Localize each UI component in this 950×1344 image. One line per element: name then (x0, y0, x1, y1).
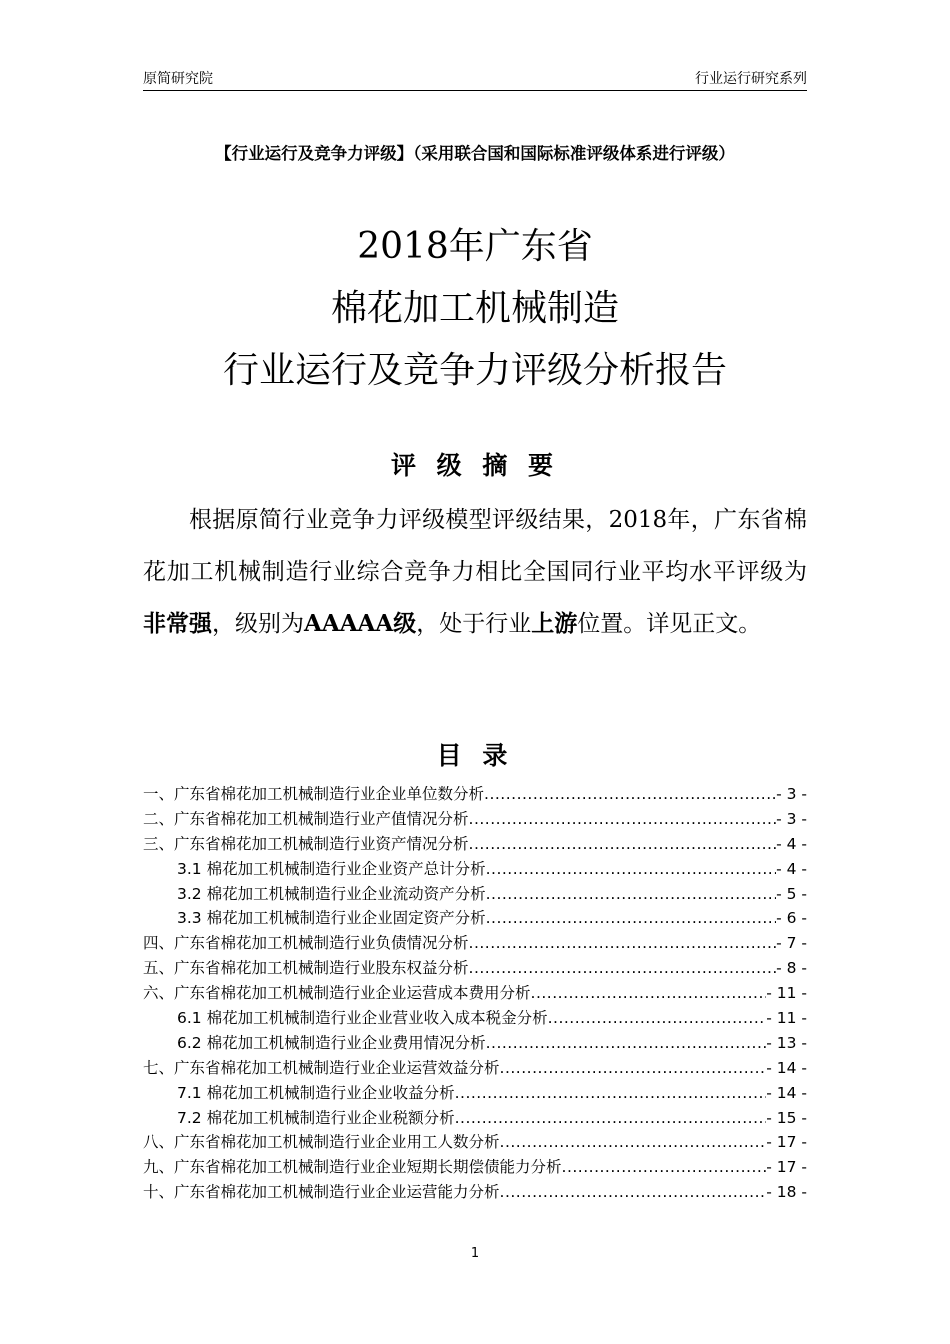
toc-entry[interactable] (143, 1130, 807, 1155)
toc-entry-page: - 15 - (766, 1108, 807, 1127)
toc-entry[interactable] (143, 981, 807, 1006)
toc-entry-label: 一、广东省棉花加工机械制造行业企业单位数分析 (143, 785, 485, 803)
toc-entry-label: 七、广东省棉花加工机械制造行业企业运营效益分析 (143, 1058, 500, 1077)
toc-leader (486, 882, 777, 907)
toc-leader (548, 1006, 767, 1031)
toc-leader (484, 782, 776, 807)
summary-position: 上游 (531, 610, 578, 637)
toc-entry-label: 八、广东省棉花加工机械制造行业企业用工人数分析 (143, 1133, 500, 1152)
table-of-contents (143, 782, 807, 1205)
toc-entry-page: - 14 - (766, 1083, 807, 1102)
toc-leader (500, 1180, 767, 1205)
toc-entry-label: 二、广东省棉花加工机械制造行业产值情况分析 (143, 809, 469, 828)
toc-entry-page: - 6 - (776, 909, 807, 928)
toc-entry-label: 7.2 棉花加工机械制造行业企业税额分析 (177, 1108, 455, 1127)
toc-entry-page: - 11 - (766, 984, 807, 1003)
toc-entry-page: - 3 - (776, 809, 807, 828)
toc-entry-page: - 14 - (766, 1058, 807, 1077)
toc-entry-label: 3.1 棉花加工机械制造行业企业资产总计分析 (177, 859, 486, 878)
toc-subentry[interactable] (143, 1006, 807, 1031)
toc-leader (486, 857, 777, 882)
toc-entry-page: - 4 - (776, 834, 807, 853)
page-header (143, 64, 807, 91)
toc-entry[interactable] (143, 807, 807, 832)
toc-entry-label: 3.3 棉花加工机械制造行业企业固定资产分析 (177, 909, 486, 928)
toc-leader (486, 1031, 767, 1056)
toc-entry-page: - 4 - (776, 859, 807, 878)
toc-leader (500, 1130, 767, 1155)
toc-entry-label: 六、广东省棉花加工机械制造行业企业运营成本费用分析 (143, 984, 531, 1003)
toc-leader (562, 1155, 767, 1180)
toc-leader (531, 981, 767, 1006)
toc-entry-page: - 18 - (766, 1183, 807, 1202)
summary-grade: AAAAA级 (304, 610, 417, 637)
toc-entry[interactable] (143, 956, 807, 981)
toc-entry[interactable] (143, 1180, 807, 1205)
toc-subentry[interactable] (143, 882, 807, 907)
toc-heading: 目 录 (436, 741, 514, 770)
toc-leader (469, 956, 777, 981)
toc-entry-page: - 7 - (776, 934, 807, 953)
toc-entry[interactable] (143, 931, 807, 956)
summary-heading: 评 级 摘 要 (390, 451, 560, 480)
summary-text-3: ，处于行业 (416, 611, 532, 637)
toc-entry[interactable] (143, 1155, 807, 1180)
summary-text-2: ，级别为 (212, 611, 304, 637)
toc-entry-page: - 8 - (776, 959, 807, 978)
toc-entry[interactable] (143, 782, 807, 807)
toc-entry-label: 十、广东省棉花加工机械制造行业企业运营能力分析 (143, 1183, 500, 1202)
toc-entry-label: 6.1 棉花加工机械制造行业企业营业收入成本税金分析 (177, 1009, 548, 1028)
toc-entry-label: 四、广东省棉花加工机械制造行业负债情况分析 (143, 934, 469, 953)
toc-entry-label: 三、广东省棉花加工机械制造行业资产情况分析 (143, 834, 469, 853)
toc-leader (469, 832, 777, 857)
page-number: 1 (470, 1246, 480, 1261)
header-publisher: 原简研究院 (143, 71, 213, 87)
toc-leader (455, 1081, 767, 1106)
toc-entry-page: - 5 - (776, 884, 807, 903)
toc-entry-page: - 3 - (776, 785, 807, 803)
summary-paragraph (143, 494, 807, 650)
toc-entry-label: 五、广东省棉花加工机械制造行业股东权益分析 (143, 959, 469, 978)
toc-leader (500, 1056, 767, 1081)
summary-rating: 非常强 (143, 610, 212, 637)
header-series: 行业运行研究系列 (695, 71, 807, 87)
report-tagline: 【行业运行及竞争力评级】（采用联合国和国际标准评级体系进行评级） (215, 144, 735, 163)
toc-entry-label: 九、广东省棉花加工机械制造行业企业短期长期偿债能力分析 (143, 1158, 562, 1177)
toc-subentry[interactable] (143, 1031, 807, 1056)
toc-entry-page: - 17 - (766, 1133, 807, 1152)
toc-subentry[interactable] (143, 1081, 807, 1106)
toc-leader (469, 931, 777, 956)
toc-subentry[interactable] (143, 906, 807, 931)
toc-entry-page: - 17 - (766, 1158, 807, 1177)
toc-entry-label: 7.1 棉花加工机械制造行业企业收益分析 (177, 1083, 455, 1102)
toc-entry[interactable] (143, 832, 807, 857)
title-line-2: 棉花加工机械制造 (330, 288, 619, 329)
toc-entry-label: 3.2 棉花加工机械制造行业企业流动资产分析 (177, 884, 486, 903)
toc-entry-label: 6.2 棉花加工机械制造行业企业费用情况分析 (177, 1033, 486, 1052)
toc-subentry[interactable] (143, 1106, 807, 1131)
toc-leader (469, 807, 777, 832)
toc-leader (486, 906, 777, 931)
toc-entry-page: - 11 - (766, 1009, 807, 1028)
toc-leader (455, 1106, 767, 1131)
toc-entry-page: - 13 - (766, 1033, 807, 1052)
toc-entry[interactable] (143, 1056, 807, 1081)
summary-text-1: 根据原简行业竞争力评级模型评级结果，2018年，广东省棉花加工机械制造行业综合竞争力相比全国同行业平均水平评级为 (143, 507, 807, 585)
toc-subentry[interactable] (143, 857, 807, 882)
summary-text-4: 位置。详见正文。 (577, 611, 762, 637)
title-line-1: 2018年广东省 (357, 226, 593, 267)
title-line-3: 行业运行及竞争力评级分析报告 (222, 350, 727, 391)
